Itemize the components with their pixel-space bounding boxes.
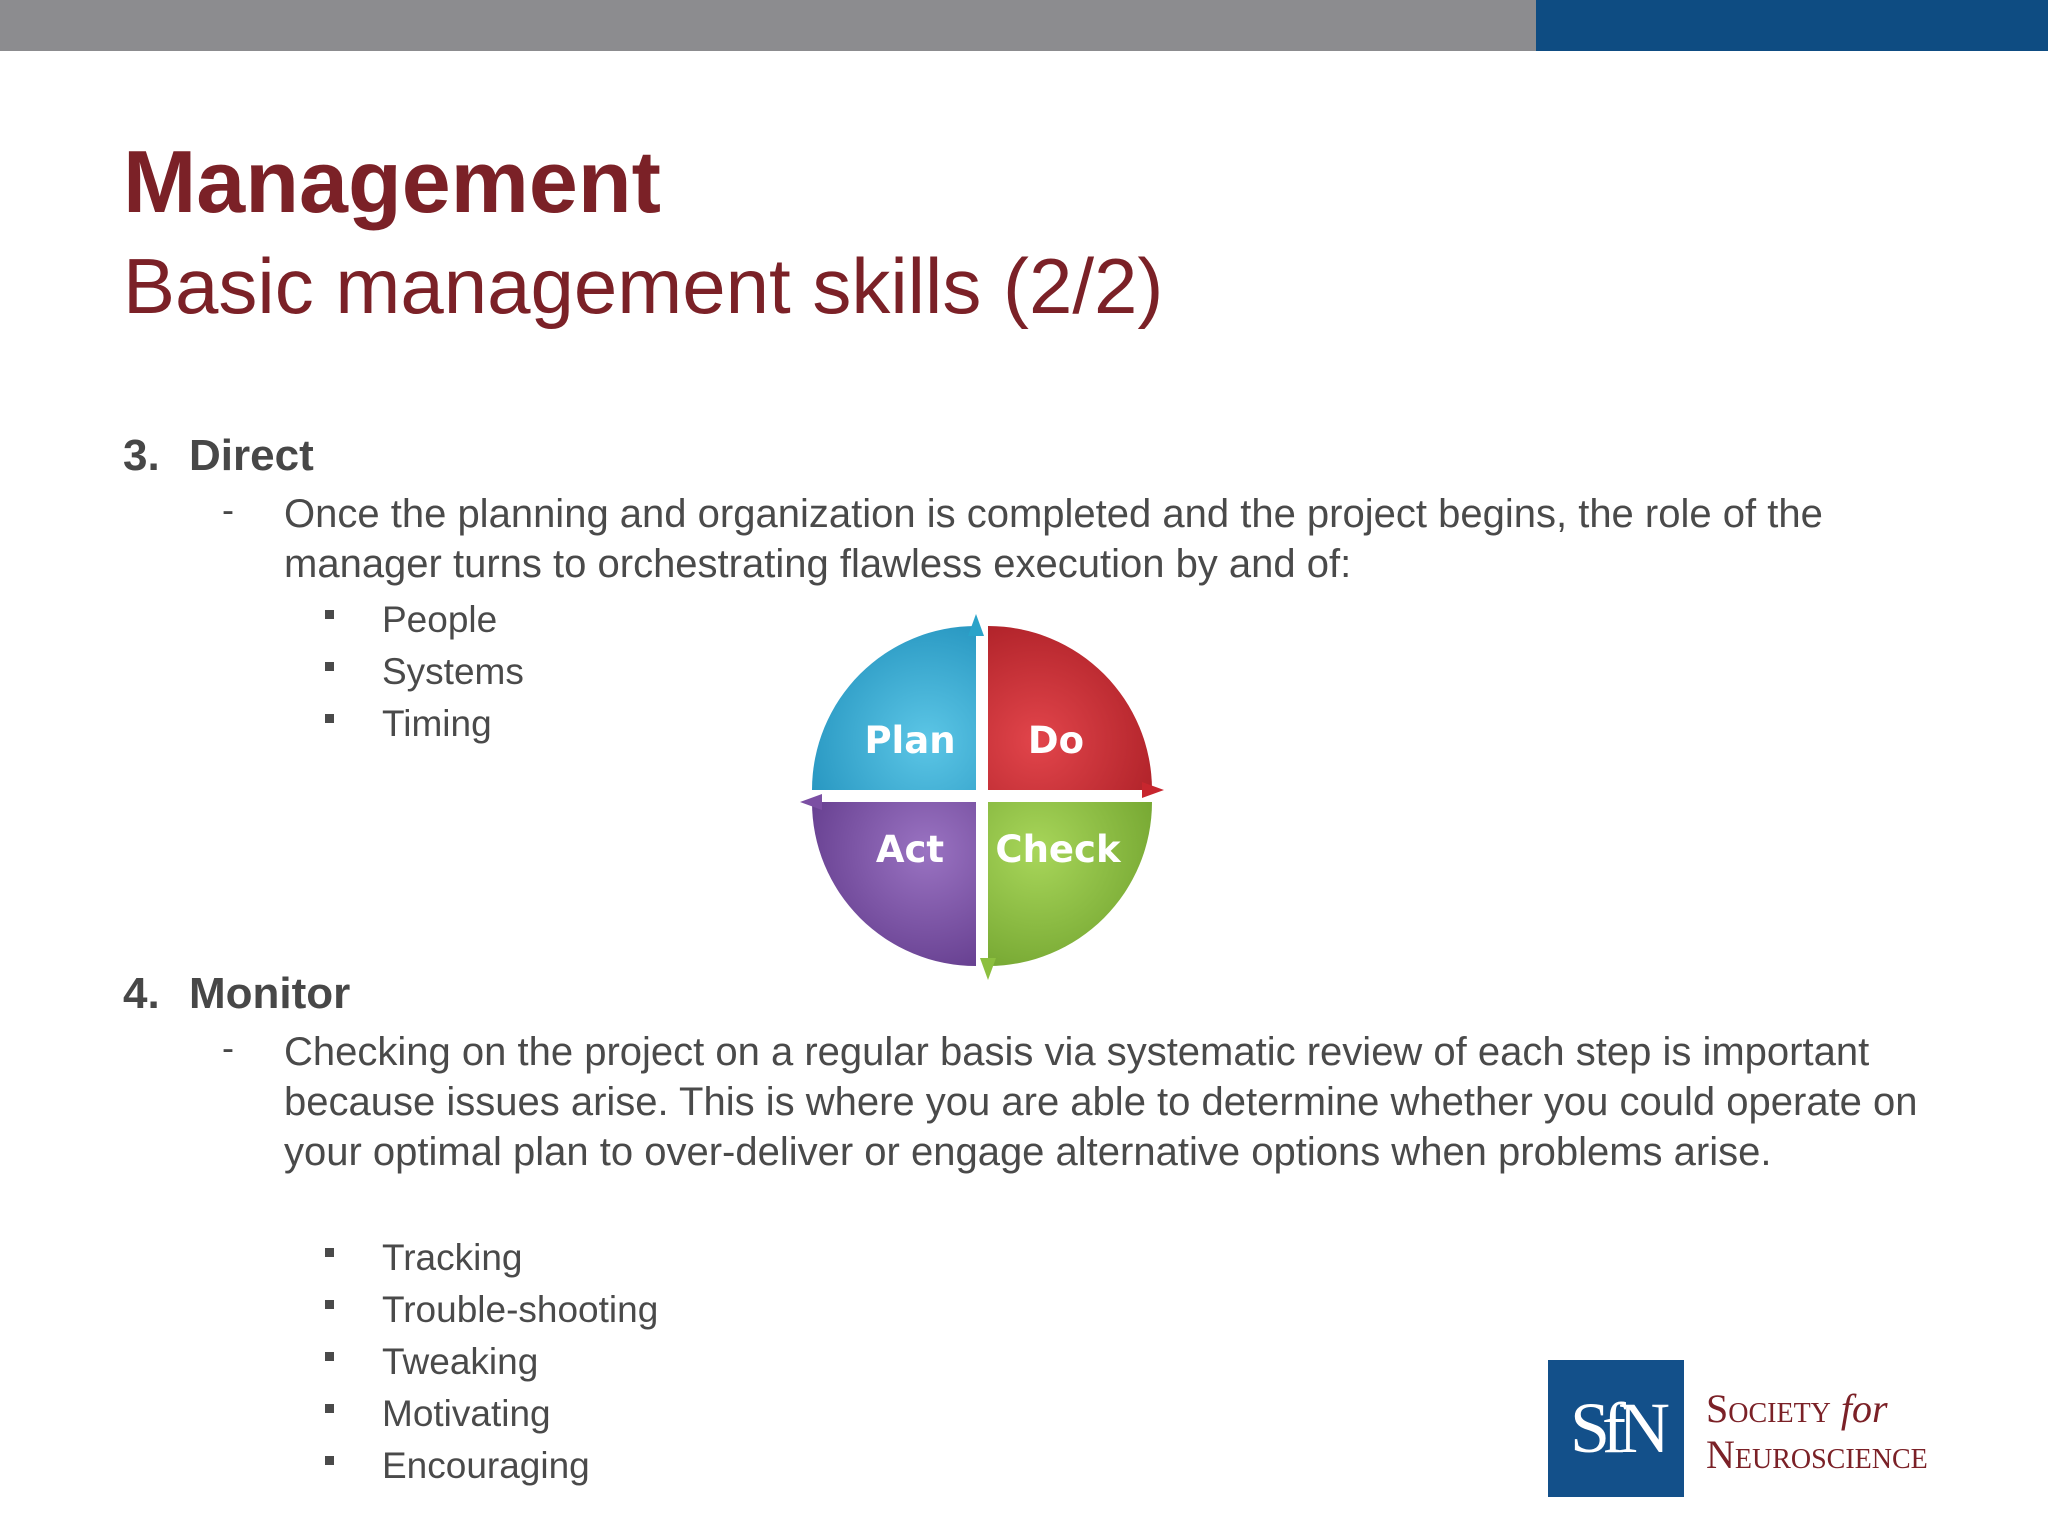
- section-heading-monitor: [123, 969, 351, 1018]
- logo-word-neuroscience: Neuroscience: [1706, 1432, 1928, 1477]
- list-item: Motivating: [322, 1388, 658, 1440]
- quadrant-label-plan: Plan: [864, 719, 956, 762]
- section-heading-direct: [123, 431, 314, 480]
- sfn-logo: [1548, 1360, 2008, 1497]
- quadrant-label-check: Check: [995, 828, 1121, 871]
- logo-word-for: for: [1840, 1386, 1888, 1431]
- section-number: 3.: [123, 431, 160, 480]
- top-bar-blue: [1536, 0, 2048, 51]
- logo-wordmark: [1706, 1386, 1928, 1478]
- bullet-list-direct: [322, 594, 524, 750]
- dash-marker: -: [222, 489, 234, 530]
- list-item: Systems: [322, 646, 524, 698]
- quadrant-act: [800, 794, 976, 966]
- list-item: Timing: [322, 698, 524, 750]
- logo-mark: SfN: [1548, 1360, 1684, 1497]
- logo-word-society: Society: [1706, 1386, 1831, 1431]
- dash-marker: -: [222, 1027, 234, 1068]
- list-item: Trouble-shooting: [322, 1284, 658, 1336]
- section-text-direct: Once the planning and organization is completed and the project begins, the role of the manager turns to orchestrating flawless execution by and of:: [284, 492, 1823, 586]
- quadrant-check: [980, 802, 1152, 980]
- top-bar-gray: [0, 0, 1536, 51]
- slide-subtitle: Basic management skills (2/2): [123, 242, 1164, 330]
- section-title: Direct: [189, 431, 314, 480]
- quadrant-label-act: Act: [875, 828, 945, 871]
- section-text-monitor: Checking on the project on a regular basis via systematic review of each step is important because issues arise. This is where you are able to determine whether you could operate on your optimal plan to over-deliver or engage alternative options when problems arise.: [284, 1030, 1918, 1174]
- quadrant-label-do: Do: [1027, 719, 1085, 762]
- quadrant-plan: [812, 614, 984, 790]
- quadrant-do: [988, 626, 1164, 798]
- section-number: 4.: [123, 969, 160, 1018]
- bullet-list-monitor: [322, 1232, 658, 1492]
- slide-title: Management: [123, 132, 661, 231]
- list-item: Tracking: [322, 1232, 658, 1284]
- list-item: Tweaking: [322, 1336, 658, 1388]
- pdca-cycle-diagram: [798, 612, 1168, 982]
- section-title: Monitor: [189, 969, 351, 1018]
- list-item: Encouraging: [322, 1440, 658, 1492]
- list-item: People: [322, 594, 524, 646]
